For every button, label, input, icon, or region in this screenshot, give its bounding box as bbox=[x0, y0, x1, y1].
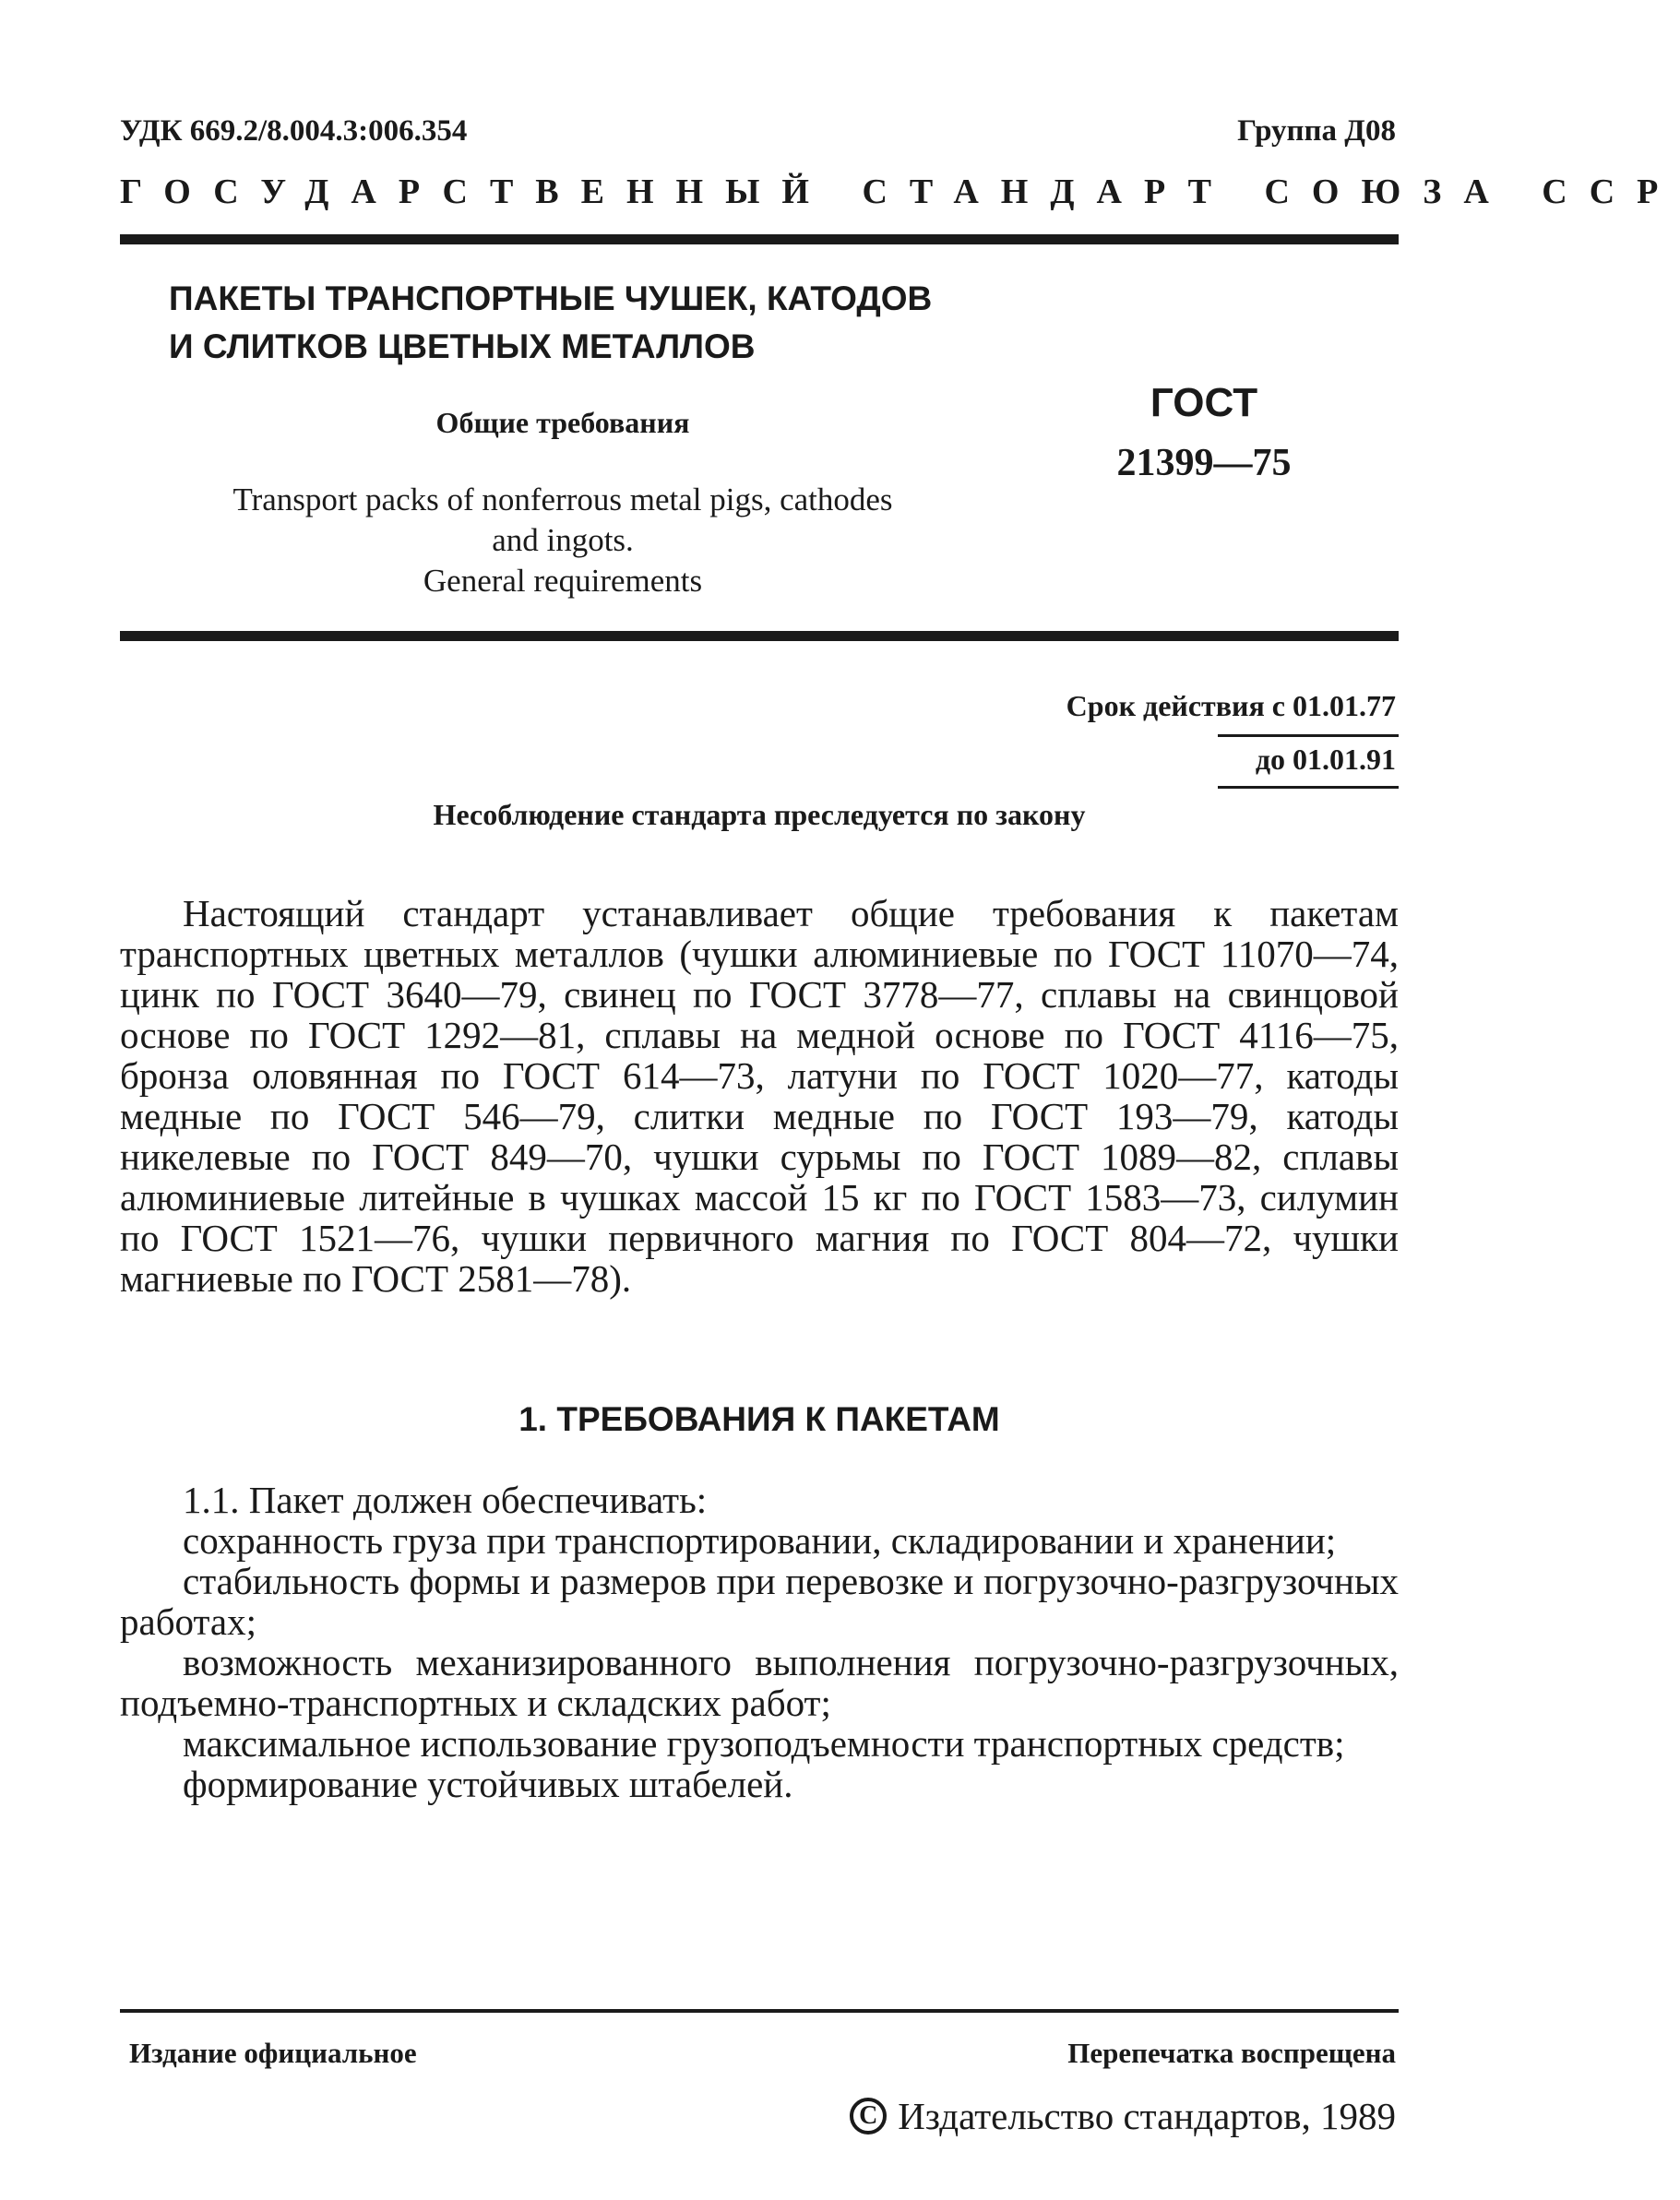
english-title-line-3: General requirements bbox=[423, 563, 703, 599]
section-1-item: максимальное использование грузоподъемности транспортных средств; bbox=[183, 1722, 1345, 1765]
section-1-item: 1.1. Пакет должен обеспечивать: bbox=[183, 1479, 708, 1521]
validity-period bbox=[1066, 679, 1396, 786]
header-rule bbox=[120, 234, 1399, 244]
validity-from: Срок действия с 01.01.77 bbox=[1066, 689, 1396, 722]
footer-rule bbox=[120, 2009, 1399, 2013]
udk-code: УДК 669.2/8.004.3:006.354 bbox=[120, 114, 468, 148]
validity-rule-2 bbox=[1218, 786, 1399, 789]
section-1-item: формирование устойчивых штабелей. bbox=[183, 1763, 793, 1805]
english-title-line-1: Transport packs of nonferrous metal pigs, cathodes bbox=[232, 482, 893, 517]
document-subtitle: Общие требования bbox=[435, 406, 690, 439]
edition-notice: Издание официальное bbox=[129, 2037, 417, 2069]
section-1-item: возможность механизированного выполнения погрузочно-разгрузочных, подъемно-транспортных и складских работ; bbox=[120, 1641, 1399, 1724]
state-standard-banner: ГОСУДАРСТВЕННЫЙ СТАНДАРТ СОЮЗА ССР bbox=[120, 172, 1680, 211]
section-1-heading: 1. ТРЕБОВАНИЯ К ПАКЕТАМ bbox=[518, 1400, 1000, 1438]
english-title bbox=[148, 480, 978, 601]
gost-number: 21399—75 bbox=[1116, 442, 1292, 484]
copyright-icon: C bbox=[850, 2098, 887, 2135]
document-title bbox=[169, 275, 999, 371]
validity-rule-1 bbox=[1218, 734, 1399, 737]
title-line-1: ПАКЕТЫ ТРАНСПОРТНЫЕ ЧУШЕК, КАТОДОВ bbox=[169, 279, 933, 317]
section-1-item: стабильность формы и размеров при перевозке и погрузочно-разгрузочных работах; bbox=[120, 1560, 1399, 1643]
group-code: Группа Д08 bbox=[1237, 114, 1396, 148]
gost-label: ГОСТ bbox=[1150, 380, 1258, 425]
publisher-line bbox=[850, 2094, 1396, 2138]
section-1-body bbox=[120, 1480, 1399, 1804]
section-1-item: сохранность груза при транспортировании, складировании и хранении; bbox=[183, 1519, 1337, 1562]
reprint-notice: Перепечатка воспрещена bbox=[1067, 2037, 1396, 2069]
title-block-rule bbox=[120, 631, 1399, 641]
publisher-text: Издательство стандартов, 1989 bbox=[898, 2095, 1396, 2137]
validity-to: до 01.01.91 bbox=[1255, 743, 1396, 776]
law-notice: Несоблюдение стандарта преследуется по закону bbox=[433, 798, 1086, 831]
title-line-2: И СЛИТКОВ ЦВЕТНЫХ МЕТАЛЛОВ bbox=[169, 327, 756, 365]
intro-paragraph bbox=[120, 893, 1399, 1299]
english-title-line-2: and ingots. bbox=[492, 522, 634, 558]
intro-text: Настоящий стандарт устанавливает общие требования к пакетам транспортных цветных металлов (чушки алюминиевые по ГОСТ 11070—74, цинк по ГОСТ 3640—79, свинец по ГОСТ 3778—77, сплавы на свинцовой основе по ГОСТ 1292—81, сплавы на медной основе по ГОСТ 4116—75, бронза оловянная по ГОСТ 614—73, латуни по ГОСТ 1020—77, катоды медные по ГОСТ 546—79, слитки медные по ГОСТ 193—79, катоды никелевые по ГОСТ 849—70, чушки сурьмы по ГОСТ 1089—82, сплавы алюминиевые литейные в чушках массой 15 кг по ГОСТ 1583—73, силумин по ГОСТ 1521—76, чушки первичного магния по ГОСТ 804—72, чушки магниевые по ГОСТ 2581—78). bbox=[120, 892, 1399, 1300]
